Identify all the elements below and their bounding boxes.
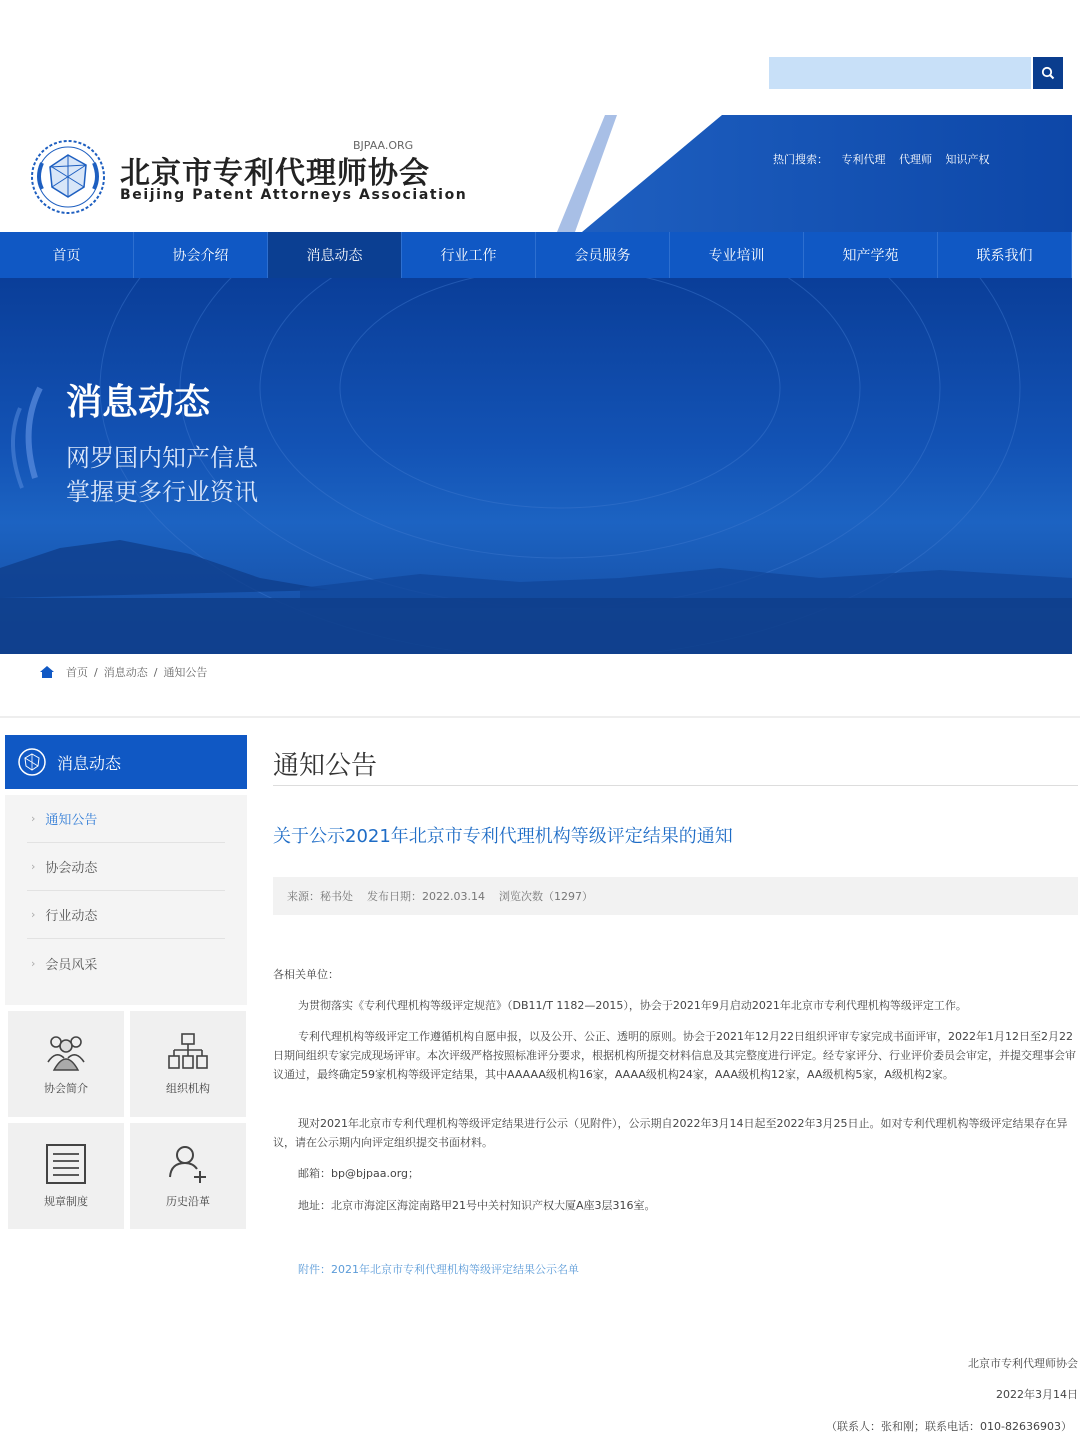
sidebar-heading-label: 消息动态 (57, 753, 122, 773)
attachment-link[interactable]: 附件：2021年北京市专利代理机构等级评定结果公示名单 (298, 1263, 579, 1276)
section-title-rule (273, 785, 1078, 786)
nav-item-contact[interactable]: 联系我们 (938, 232, 1072, 278)
article-address: 地址：北京市海淀区海淀南路甲21号中关村知识产权大厦A座3层316室。 (298, 1199, 656, 1212)
tile-label: 历史沿革 (166, 1195, 210, 1208)
tile-association-intro[interactable] (8, 1011, 124, 1117)
main-nav (0, 232, 1072, 278)
section-divider (0, 716, 1080, 718)
globe-icon (17, 747, 47, 777)
hero-banner (0, 278, 1072, 654)
article-paragraph: 为贯彻落实《专利代理机构等级评定规范》（DB11/T 1182—2015），协会于2021年9月启动2021年北京市专利代理机构等级评定工作。 (298, 999, 967, 1012)
article-paragraph: 专利代理机构等级评定工作遵循机构自愿申报，以及公开、公正、透明的原则。协会于2021年12月22日组织评审专家完成书面评审，2022年1月12日至2月22日期间组织专家完成现场评审。本次评级严格按照标准评分要求，根据机构所提交材料信息及其完整度进行评定。经专家评分、行业评价委员会审定，并提交理事会审议通过，最终确定59家机构等级评定结果，其中AAAAA级机构16家，AAAA级机构24家，AAA级机构12家，AA级机构5家，A级机构2家。 (273, 1030, 1076, 1081)
breadcrumb-link-home[interactable]: 首页 (66, 666, 88, 679)
sidebar-item-label: 协会动态 (45, 861, 98, 876)
nav-item-training[interactable]: 专业培训 (670, 232, 804, 278)
nav-item-about[interactable]: 协会介绍 (134, 232, 268, 278)
site-english-name: Beijing Patent Attorneys Association (120, 187, 468, 203)
sidebar-item-member-style[interactable] (27, 939, 225, 987)
nav-item-home[interactable]: 首页 (0, 232, 134, 278)
hot-search-link[interactable]: 专利代理 (841, 153, 886, 166)
sidebar-item-association-news[interactable] (27, 843, 225, 891)
sidebar-heading (5, 735, 247, 789)
hot-search-link[interactable]: 代理师 (899, 153, 932, 166)
breadcrumb-current: 通知公告 (163, 666, 208, 679)
site-title[interactable]: 北京市专利代理师协会 (120, 156, 430, 191)
header-blue-panel (582, 115, 1072, 232)
article-views: 浏览次数（1297） (498, 890, 593, 903)
chevron-right-icon: › (31, 812, 36, 825)
site-domain: BJPAA.ORG (353, 139, 414, 152)
site-header (0, 115, 1072, 232)
people-icon (44, 1032, 88, 1072)
breadcrumb (40, 664, 207, 680)
signature-date: 2022年3月14日 (996, 1388, 1078, 1401)
nav-item-news[interactable]: 消息动态 (268, 232, 402, 278)
breadcrumb-link-news[interactable]: 消息动态 (103, 666, 148, 679)
hot-search-link[interactable]: 知识产权 (945, 153, 990, 166)
contact-info: （联系人：张和刚；联系电话：010-82636903） (826, 1420, 1072, 1433)
article-title: 关于公示2021年北京市专利代理机构等级评定结果的通知 (273, 826, 733, 847)
chevron-right-icon: › (31, 956, 36, 970)
org-chart-icon (168, 1032, 208, 1072)
article-paragraph: 现对2021年北京市专利代理机构等级评定结果进行公示（见附件），公示期自2022年3月14日起至2022年3月25日止。如对专利代理机构等级评定结果存在异议，请在公示期内向评定组织提交书面材料。 (273, 1117, 1068, 1149)
tile-label: 规章制度 (44, 1195, 88, 1208)
breadcrumb-separator: / (94, 665, 98, 679)
hot-search (773, 151, 1000, 167)
tile-history[interactable] (130, 1123, 246, 1229)
user-add-icon (167, 1143, 209, 1185)
article-meta (273, 877, 1078, 915)
article-email: 邮箱：bp@bjpaa.org； (298, 1167, 420, 1180)
search-icon (1041, 66, 1055, 80)
tile-organization[interactable] (130, 1011, 246, 1117)
article-source: 来源：秘书处 (287, 890, 353, 903)
search-input[interactable] (769, 57, 1031, 89)
home-icon[interactable] (40, 666, 54, 678)
banner-title: 消息动态 (66, 382, 211, 423)
sidebar-item-label: 通知公告 (45, 813, 98, 828)
section-title: 通知公告 (273, 751, 378, 781)
tile-label: 协会简介 (44, 1082, 88, 1095)
tile-label: 组织机构 (166, 1082, 210, 1095)
sidebar-item-notice[interactable] (27, 795, 225, 843)
signature-org: 北京市专利代理师协会 (968, 1357, 1078, 1370)
search-button[interactable] (1033, 57, 1063, 89)
sidebar-item-label: 行业动态 (45, 909, 98, 924)
article-date: 发布日期：2022.03.14 (367, 890, 485, 903)
breadcrumb-separator: / (153, 665, 158, 679)
sidebar-item-industry-news[interactable] (27, 891, 225, 939)
document-list-icon (45, 1143, 87, 1185)
article-salutation: 各相关单位： (273, 968, 339, 981)
sidebar-menu (5, 795, 247, 1005)
nav-item-member[interactable]: 会员服务 (536, 232, 670, 278)
hot-search-label: 热门搜索： (773, 153, 828, 166)
sidebar-item-label: 会员风采 (45, 957, 98, 973)
association-logo-icon[interactable] (28, 137, 108, 217)
chevron-right-icon: › (31, 860, 36, 873)
nav-item-industry[interactable]: 行业工作 (402, 232, 536, 278)
nav-item-academy[interactable]: 知产学苑 (804, 232, 938, 278)
tile-regulations[interactable] (8, 1123, 124, 1229)
chevron-right-icon: › (31, 908, 36, 921)
banner-subtitle-2: 掌握更多行业资讯 (66, 478, 258, 506)
banner-subtitle-1: 网罗国内知产信息 (66, 444, 258, 472)
